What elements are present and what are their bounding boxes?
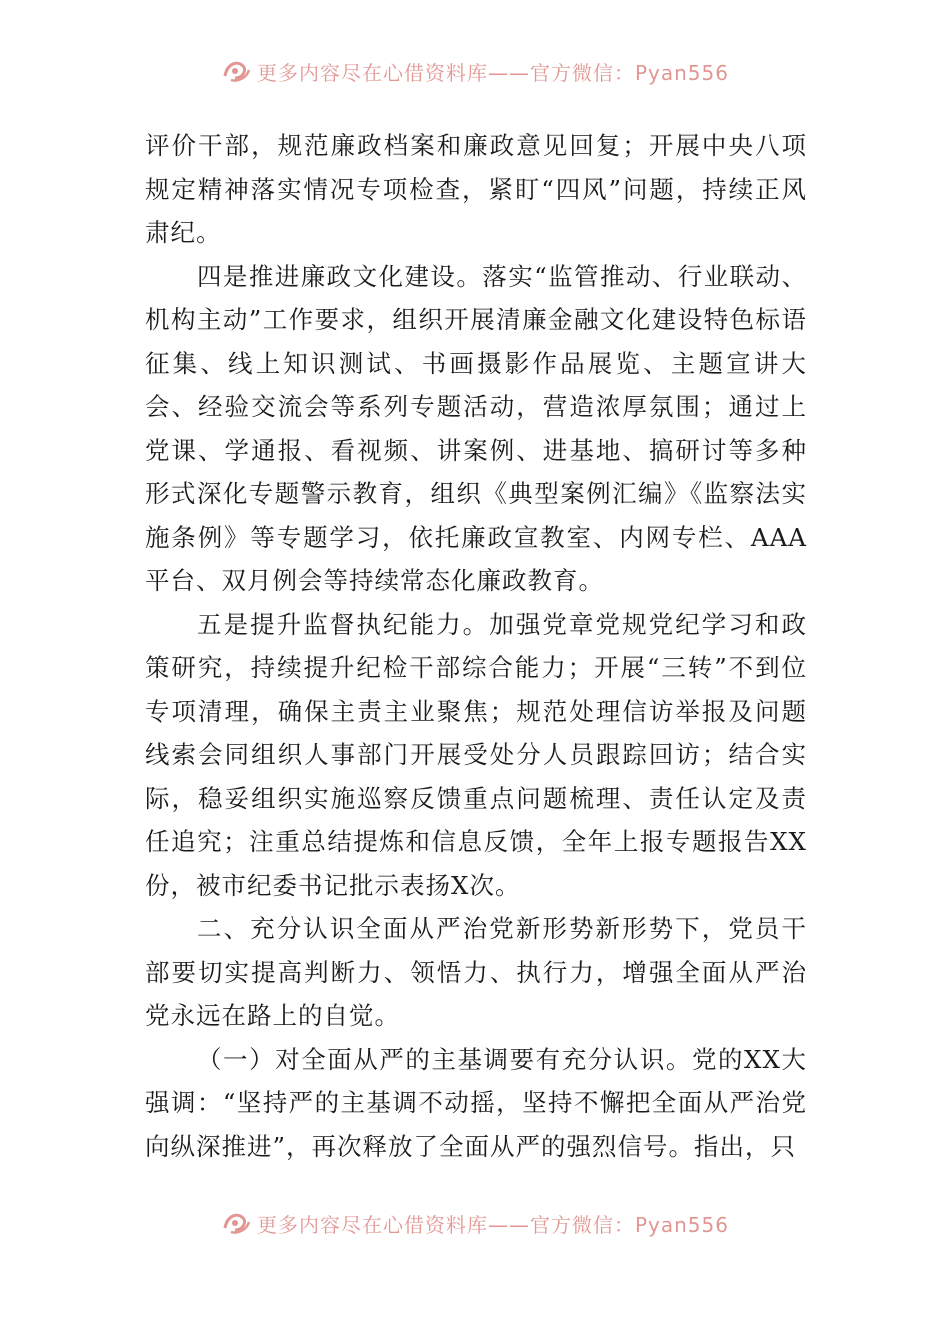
paragraph-continuation: 评价干部，规范廉政档案和廉政意见回复；开展中央八项规定精神落实情况专项检查，紧盯“四风”问题，持续正风肃纪。 (145, 131, 807, 247)
watermark-text: 更多内容尽在心借资料库——官方微信：Pyan556 (256, 60, 729, 85)
watermark-text: 更多内容尽在心借资料库——官方微信：Pyan556 (256, 1212, 729, 1237)
paragraph-point-four: 四是推进廉政文化建设。落实“监管推动、行业联动、机构主动”工作要求，组织开展清廉金融文化建设特色标语征集、线上知识测试、书画摄影作品展览、主题宣讲大会、经验交流会等系列专题活动，营造浓厚氛围；通过上党课、学通报、看视频、讲案例、进基地、搞研讨等多种形式深化专题警示教育，组织《典型案例汇编》《监察法实施条例》等专题学习，依托廉政宣教室、内网专栏、AAA平台、双月例会等持续常态化廉政教育。 (145, 261, 807, 595)
paragraph-subsection-one: （一）对全面从严的主基调要有充分认识。党的XX大强调：“坚持严的主基调不动摇，坚持不懈把全面从严治党向纵深推进”，再次释放了全面从严的强烈信号。指出，只 (145, 1044, 807, 1161)
watermark-logo-icon (221, 1210, 251, 1236)
paragraph-point-five: 五是提升监督执纪能力。加强党章党规党纪学习和政策研究，持续提升纪检干部综合能力；开展“三转”不到位专项清理，确保主责主业聚焦；规范处理信访举报及问题线索会同组织人事部门开展受处分人员跟踪回访；结合实际，稳妥组织实施巡察反馈重点问题梳理、责任认定及责任追究；注重总结提炼和信息反馈，全年上报专题报告XX份，被市纪委书记批示表扬X次。 (145, 609, 807, 900)
paragraph-section-two: 二、充分认识全面从严治党新形势新形势下，党员干部要切实提高判断力、领悟力、执行力，增强全面从严治党永远在路上的自觉。 (145, 914, 807, 1030)
watermark-footer (0, 1208, 950, 1238)
watermark-logo-icon (221, 58, 251, 84)
document-body (145, 124, 807, 1168)
watermark-header (0, 56, 950, 86)
